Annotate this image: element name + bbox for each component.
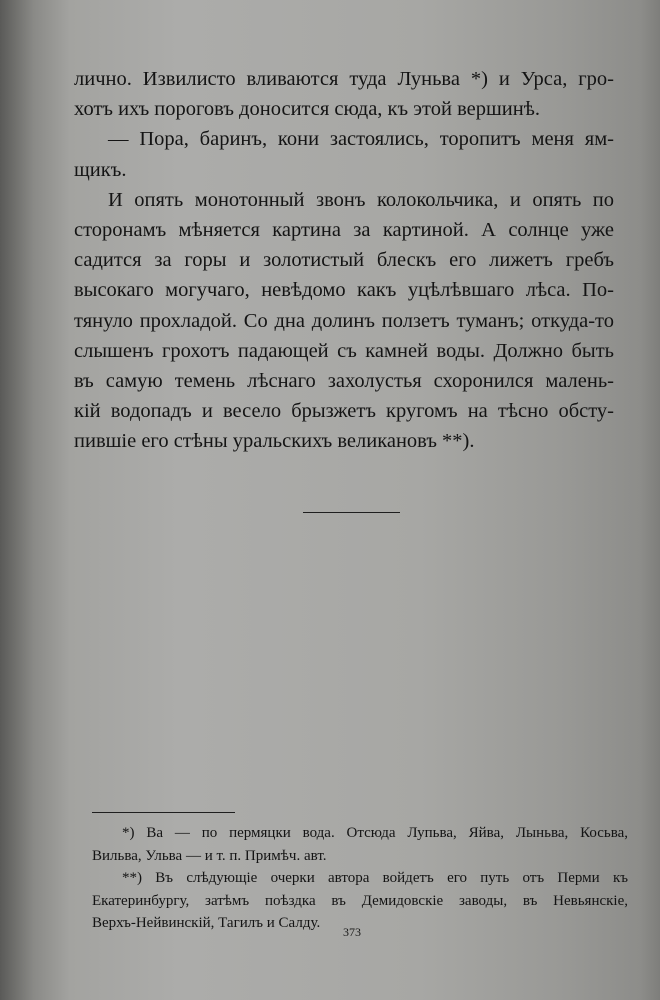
- section-separator: [303, 512, 400, 513]
- page-number: 373: [343, 925, 361, 939]
- body-line: И опять монотонный звонъ колокольчика, и опять по: [108, 188, 614, 211]
- footnotes: [92, 822, 628, 935]
- footnote-line: *) Ва — по пермяцки вода. Отсюда Лупьва, Яйва, Лыньва, Косьва,: [122, 825, 628, 841]
- body-line: хотъ ихъ пороговъ доносится сюда, къ этой вершинѣ.: [74, 98, 540, 121]
- footnote-line: Верхъ-Нейвинскій, Тагилъ и Салду.: [92, 915, 321, 931]
- body-line: высокаго могучаго, невѣдомо какъ уцѣлѣвшаго лѣса. По-: [74, 279, 614, 302]
- body-line: слышенъ грохотъ падающей съ камней воды. Должно быть: [74, 339, 614, 362]
- body-line: тянуло прохладой. Со дна долинъ ползетъ туманъ; откуда-то: [74, 309, 614, 332]
- footnote-line: Екатеринбургу, затѣмъ поѣздка въ Демидовскіе заводы, въ Невьянскіе,: [92, 892, 628, 909]
- body-line: сторонамъ мѣняется картина за картиной. А солнце уже: [74, 219, 614, 242]
- body-line: — Пора, баринъ, кони застоялись, торопитъ меня ям-: [108, 128, 614, 151]
- body-line: кій водопадъ и весело брызжетъ кругомъ на тѣсно обсту-: [74, 400, 614, 423]
- body-line: въ самую темень лѣснаго захолустья схоронился малень-: [74, 370, 614, 393]
- body-text: [74, 64, 614, 457]
- footnote-line: **) Въ слѣдующіе очерки автора войдетъ его путь отъ Перми къ: [122, 870, 628, 886]
- footnote-rule: [92, 812, 235, 813]
- footnote-line: Вильва, Ульва — и т. п. Примѣч. авт.: [92, 847, 327, 864]
- body-line: садится за горы и золотистый блескъ его лижетъ гребъ: [74, 249, 614, 272]
- body-line: щикъ.: [74, 158, 127, 181]
- body-line: пившіе его стѣны уральскихъ великановъ **).: [74, 430, 475, 453]
- body-line: лично. Извилисто вливаются туда Луньва *) и Урса, гро-: [74, 68, 614, 90]
